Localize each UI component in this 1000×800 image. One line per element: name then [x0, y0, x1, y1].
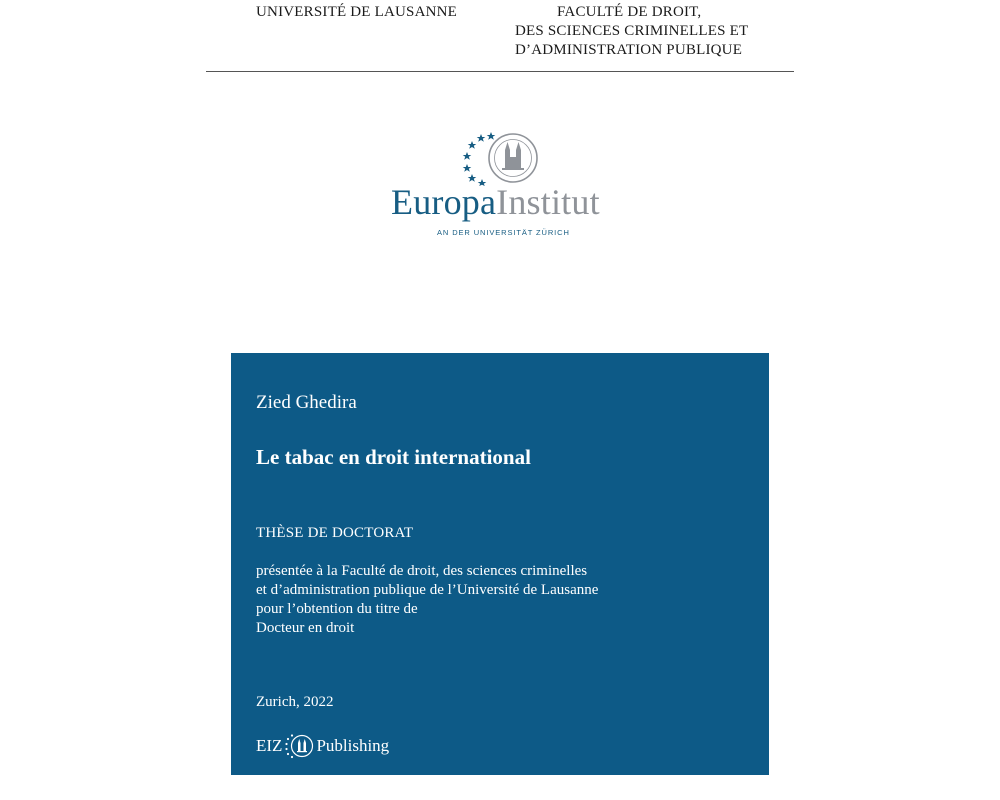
thesis-kind: THÈSE DE DOCTORAT [256, 525, 414, 541]
logo-word-institut: Institut [496, 182, 600, 222]
logo-word-europa: Europa [391, 182, 497, 222]
description-line-2: et d’administration publique de l’Université de Lausanne [256, 582, 599, 598]
faculty-line-3: D’ADMINISTRATION PUBLIQUE [515, 42, 743, 58]
logo-subtitle: AN DER UNIVERSITÄT ZÜRICH [437, 228, 570, 237]
europa-institut-logo [385, 126, 615, 246]
thesis-title: Le tabac en droit international [256, 445, 531, 469]
faculty-line-2: DES SCIENCES CRIMINELLES ET [515, 23, 749, 39]
description-line-3: pour l’obtention du titre de [256, 601, 418, 617]
thesis-description [256, 562, 598, 638]
faculty-name [515, 3, 775, 60]
description-line-4: Docteur en droit [256, 620, 355, 636]
logo-wordmark [391, 181, 600, 223]
university-name: UNIVERSITÉ DE LAUSANNE [256, 4, 458, 20]
place-date: Zurich, 2022 [256, 694, 334, 710]
faculty-line-1: FACULTÉ DE DROIT, [557, 4, 702, 20]
description-line-1: présentée à la Faculté de droit, des sciences criminelles [256, 563, 588, 579]
cover-panel [231, 353, 769, 775]
publisher-eiz: EIZ [256, 736, 283, 755]
publisher-seal-icon [284, 733, 314, 759]
author-name: Zied Ghedira [256, 392, 357, 413]
publisher [256, 733, 389, 759]
header-divider [206, 71, 794, 72]
university-seal-icon [461, 130, 543, 186]
publisher-publishing: Publishing [316, 736, 390, 755]
